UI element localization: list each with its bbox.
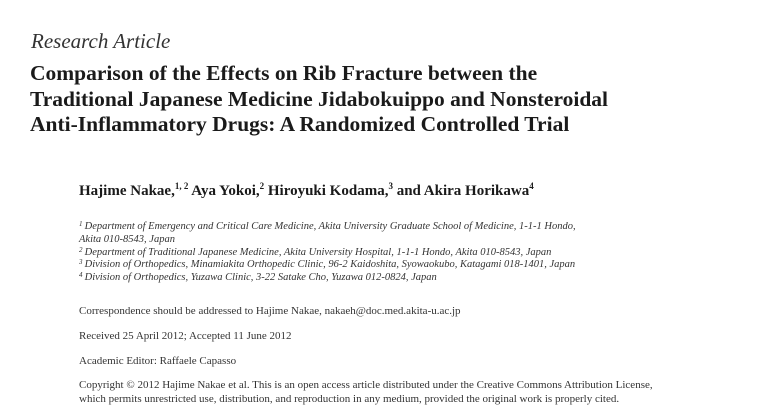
affiliation-1-number: 1 bbox=[79, 220, 83, 228]
author-name-1: Hajime Nakae, bbox=[79, 183, 175, 199]
copyright-notice bbox=[79, 379, 653, 406]
author-affil-1: 1, 2 bbox=[174, 181, 189, 191]
affiliation-1-continued bbox=[79, 234, 739, 247]
affiliation-2-text: Department of Traditional Japanese Medicine, Akita University Hospital, 1-1-1 Hondo, Akita 010-8543, Japan bbox=[84, 246, 552, 258]
affiliation-1-text: Department of Emergency and Critical Care Medicine, Akita University Graduate School of Medicine, 1-1-1 Hondo, bbox=[84, 221, 576, 232]
received-accepted-dates: Received 25 April 2012; Accepted 11 June 2012 bbox=[79, 330, 292, 342]
affiliation-2 bbox=[79, 247, 739, 260]
author-name-4: and Akira Horikawa bbox=[396, 183, 530, 199]
title-line-1: Comparison of the Effects on Rib Fracture between the bbox=[30, 61, 538, 85]
affiliation-4-text: Division of Orthopedics, Yuzawa Clinic, 3-22 Satake Cho, Yuzawa 012-0824, Japan bbox=[84, 272, 437, 284]
author-name-3: Hiroyuki Kodama, bbox=[267, 183, 389, 199]
paper-title bbox=[30, 61, 750, 138]
affiliation-1 bbox=[79, 221, 739, 234]
author-affil-4: 4 bbox=[529, 181, 534, 191]
affiliation-3-number: 3 bbox=[79, 258, 83, 267]
title-line-2: Traditional Japanese Medicine Jidabokuippo and Nonsteroidal bbox=[30, 86, 609, 111]
author-affil-2: 2 bbox=[259, 181, 265, 191]
author-name-2: Aya Yokoi, bbox=[191, 183, 260, 199]
affiliation-1-cont-text: Akita 010-8543, Japan bbox=[79, 233, 175, 245]
author-affil-3: 3 bbox=[388, 181, 393, 191]
author-list bbox=[79, 183, 534, 200]
copyright-line-2: which permits unrestricted use, distribution, and reproduction in any medium, provided the original work is properly cited. bbox=[79, 392, 620, 405]
academic-editor: Academic Editor: Raffaele Capasso bbox=[79, 355, 237, 367]
correspondence-note: Correspondence should be addressed to Hajime Nakae, nakaeh@doc.med.akita-u.ac.jp bbox=[79, 305, 461, 317]
affiliation-list bbox=[79, 221, 739, 285]
title-line-3: Anti-Inflammatory Drugs: A Randomized Controlled Trial bbox=[30, 112, 570, 136]
copyright-line-1: Copyright © 2012 Hajime Nakae et al. This is an open access article distributed under the Creative Commons Attribution License, bbox=[79, 379, 653, 391]
affiliation-4 bbox=[79, 272, 739, 285]
affiliation-4-number: 4 bbox=[79, 271, 83, 280]
article-type: Research Article bbox=[31, 29, 171, 53]
affiliation-2-number: 2 bbox=[79, 245, 83, 254]
affiliation-3 bbox=[79, 259, 739, 272]
affiliation-3-text: Division of Orthopedics, Minamiakita Orthopedic Clinic, 96-2 Kaidoshita, Syowaokubo, Katagami 018-1401, Japan bbox=[84, 259, 576, 271]
